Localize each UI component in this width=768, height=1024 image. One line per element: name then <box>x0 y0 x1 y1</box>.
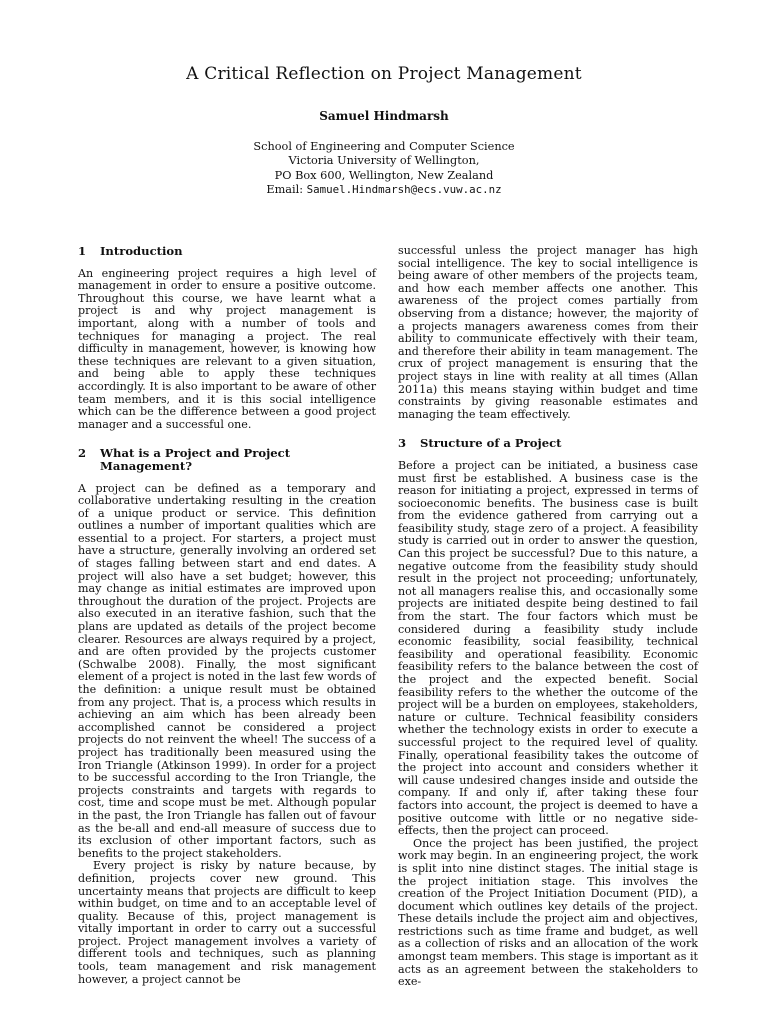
section-heading <box>398 437 698 450</box>
right-column <box>398 245 698 989</box>
section-heading <box>78 245 376 258</box>
affiliation-line: School of Engineering and Computer Science <box>253 140 515 153</box>
paragraph: Every project is risky by nature because, by definition, projects cover new ground. This uncertainty means that projects are difficult to keep within budget, on time and to an acceptable level of quality. Because of this, project management is vitally important in order to carry out a successful project. Project management involves a variety of different tools and techniques, such as planning tools, team management and risk management however, a project cannot be <box>78 859 376 986</box>
affiliation-line: PO Box 600, Wellington, New Zealand <box>274 168 494 182</box>
section-title: Structure of a Project <box>420 436 562 451</box>
paper-header <box>0 64 768 198</box>
paper-title: A Critical Reflection on Project Management <box>186 64 582 84</box>
email-address: Samuel.Hindmarsh@ecs.vuw.ac.nz <box>306 183 502 197</box>
section-number: 2 <box>78 446 87 461</box>
author-affiliation <box>0 140 768 198</box>
paragraph: A project can be defined as a temporary and collaborative undertaking resulting in the creation of a unique product or service. This definition outlines a number of important qualities which are essential to a project. For starters, a project must have a structure, generally involving an ordered set of stages falling between start and end dates. A project will also have a set budget; however, this may change as initial estimates are improved upon throughout the duration of the project. Projects are also executed in an iterative fashion, such that the plans are updated as details of the project become clearer. Resources are always required by a project, and are often provided by the projects customer (Schwalbe 2008). Finally, the most significant element of a project is noted in the last few words of the definition: a unique result must be obtained from any project. That is, a process which results in achieving an aim which has been already been accomplished cannot be considered a project projects do not reinvent the wheel! The success of a project has traditionally been measured using the Iron Triangle (Atkinson 1999). In order for a project to be successful according to the Iron Triangle, the projects constraints and targets with regards to cost, time and scope must be met. Although popular in the past, the Iron Triangle has fallen out of favour as the be-all and end-all measure of success due to its exclusion of other important factors, such as benefits to the project stakeholders. <box>78 481 376 860</box>
section-number: 1 <box>78 244 87 258</box>
email-label: Email: <box>266 183 304 197</box>
section-number: 3 <box>398 436 407 451</box>
paragraph-continued: successful unless the project manager has high social intelligence. The key to social intelligence is being aware of other members of the projects team, and how each member affects one another. This awareness of the project comes partially from observing from a distance; however, the majority of a projects managers awareness comes from their ability to communicate effectively with their team, and therefore their ability in team management. The crux of project management is ensuring that the project stays in line with reality at all times (Allan 2011a) this means staying within budget and time constraints by giving reasonable estimates and managing the team effectively. <box>398 244 698 421</box>
affiliation-line: Victoria University of Wellington, <box>288 154 480 168</box>
email-line <box>0 183 768 197</box>
paragraph: Before a project can be initiated, a business case must first be established. A business case is the reason for initiating a project, expressed in terms of socioeconomic benefits. The business case is built from the evidence gathered from carrying out a feasibility study, stage zero of a project. A feasibility study is carried out in order to answer the question, Can this project be successful? Due to this nature, a negative outcome from the feasibility study should result in the project not proceeding; unfortunately, not all managers realise this, and occasionally some projects are initiated despite being destined to fail from the start. The four factors which must be considered during a feasibility study include economic feasibility, social feasibility, technical feasibility and operational feasibility. Economic feasibility refers to the balance between the cost of the project and the expected benefit. Social feasibility refers to the whether the outcome of the project will be a burden on employees, stakeholders, nature or culture. Technical feasibility considers whether the technology exists in order to execute a successful project to the required level of quality. Finally, operational feasibility takes the outcome of the project into account and considers whether it will cause undesired changes inside and outside the company. If and only if, after taking these four factors into account, the project is deemed to have a positive outcome with little or no negative side-effects, then the project can proceed. <box>398 458 698 838</box>
author-name: Samuel Hindmarsh <box>319 109 449 123</box>
left-column <box>78 245 376 986</box>
section-title: Introduction <box>100 244 183 258</box>
paragraph: An engineering project requires a high level of management in order to ensure a positive outcome. Throughout this course, we have learnt what a project is and why project management is important, along with a number of tools and techniques for managing a project. The real difficulty in management, however, is knowing how these techniques are relevant to a given situation, and being able to apply these techniques accordingly. It is also important to be aware of other team members, and it is this social intelligence which can be the difference between a good project manager and a successful one. <box>78 266 376 431</box>
section-heading <box>78 447 376 472</box>
section-title: What is a Project and Project Management? <box>100 446 291 473</box>
paragraph: Once the project has been justified, the project work may begin. In an engineering project, the work is split into nine distinct stages. The initial stage is the project initiation stage. This involves the creation of the Project Initiation Document (PID), a document which outlines key details of the project. These details include the project aim and objectives, restrictions such as time frame and budget, as well as a collection of risks and an allocation of the work amongst team members. This stage is important as it acts as an agreement between the stakeholders to exe- <box>398 836 698 989</box>
